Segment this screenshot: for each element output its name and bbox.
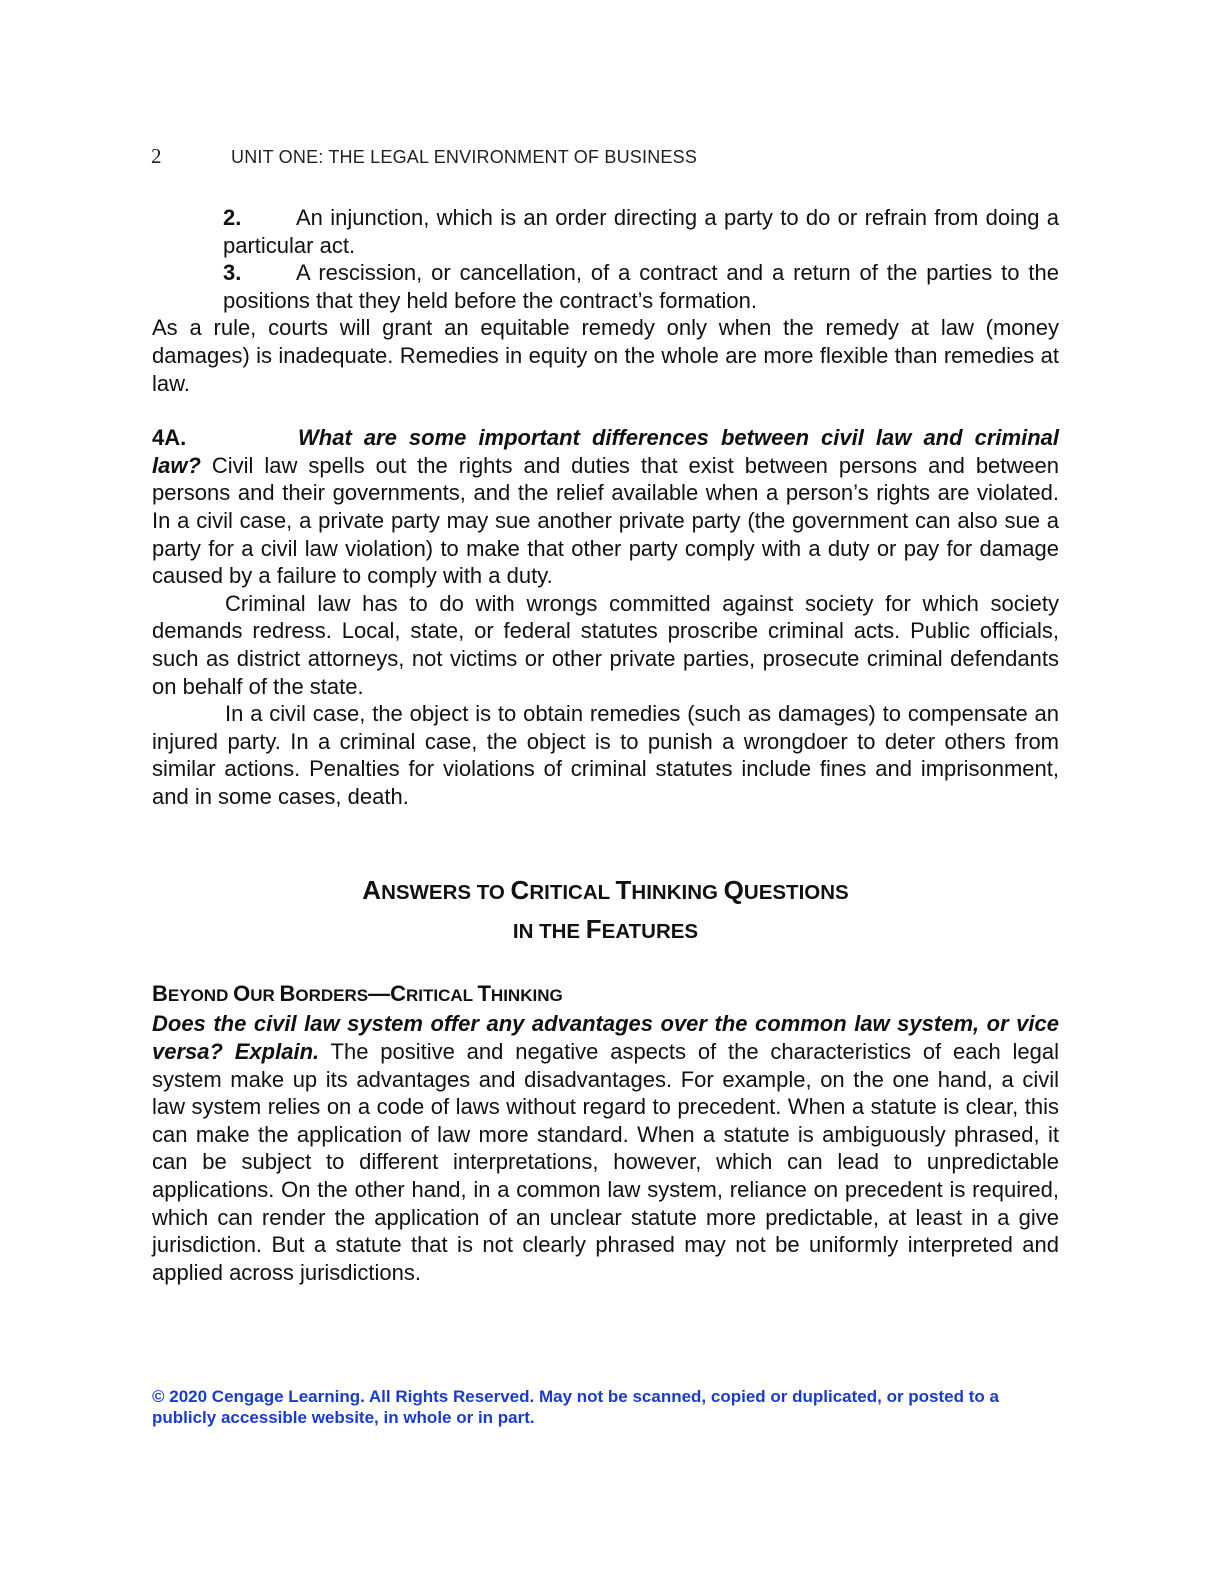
section-heading-line-1: ANSWERS TO CRITICAL THINKING QUESTIONS <box>362 875 849 906</box>
list-item-number: 2. <box>223 205 242 230</box>
paragraph-equitable-remedy: As a rule, courts will grant an equitable remedy only when the remedy at law (money damages) is inadequate. Remedies in equity on the whole are more flexible than remedies at law. <box>152 315 1059 396</box>
section-heading <box>152 872 1059 950</box>
list-item-number: 3. <box>223 260 242 286</box>
list-item-text: A rescission, or cancellation, of a contract and a return of the parties to the positions that they held before the contract’s formation. <box>223 260 1059 313</box>
list-item-text: An injunction, which is an order directing a party to do or refrain from doing a particular act. <box>223 205 1059 258</box>
running-title: UNIT ONE: THE LEGAL ENVIRONMENT OF BUSINESS <box>231 147 698 167</box>
document-body <box>152 204 1059 1286</box>
page-header <box>151 144 1071 174</box>
list-item <box>152 204 1059 259</box>
civil-vs-criminal-paragraph: In a civil case, the object is to obtain remedies (such as damages) to compensate an injured party. In a criminal case, the object is to punish a wrongdoer to deter others from similar actions. Penalties for violations of criminal statutes include fines and imprisonment, and in some cases, death. <box>152 701 1059 809</box>
beyond-borders-paragraph <box>152 1010 1059 1286</box>
copyright-footer: © 2020 Cengage Learning. All Rights Reserved. May not be scanned, copied or duplicated, or posted to a publicly accessible website, in whole or in part. <box>152 1387 999 1427</box>
question-label: 4A. <box>152 425 187 451</box>
list-item <box>152 259 1059 314</box>
subsection-heading: BEYOND OUR BORDERS—CRITICAL THINKING <box>152 981 563 1007</box>
critical-thinking-answer: The positive and negative aspects of the characteristics of each legal system make up its advantages and disadvantages. For example, on the one hand, a civil law system relies on a code of laws without regard to precedent. When a statute is clear, this can make the application of law more standard. When a statute is ambiguously phrased, it can be subject to different interpretations, however, which can lead to unpredictable applications. On the other hand, in a common law system, reliance on precedent is required, which can render the application of an unclear statute more predictable, at least in a give jurisdiction. But a statute that is not clearly phrased may not be uniformly interpreted and applied across jurisdictions. <box>152 1039 1059 1285</box>
question-4a-paragraph <box>152 424 1059 590</box>
question-text: What are some important differences between civil law and criminal law? <box>152 425 1059 478</box>
critical-thinking-question: Does the civil law system offer any advantages over the common law system, or vice versa? Explain. <box>152 1011 1059 1065</box>
section-heading-line-2: IN THE FEATURES <box>512 914 699 945</box>
page-number: 2 <box>151 144 162 168</box>
criminal-law-paragraph: Criminal law has to do with wrongs committed against society for which society demands redress. Local, state, or federal statutes proscribe criminal acts. Public officials, such as district attorneys, not victims or other private parties, prosecute criminal defendants on behalf of the state. <box>152 590 1059 699</box>
answer-text: Civil law spells out the rights and duties that exist between persons and between persons and their governments, and the relief available when a person’s rights are violated. In a civil case, a private party may sue another private party (the government can also sue a party for a civil law violation) to make that other party comply with a duty or pay for damage caused by a failure to comply with a duty. <box>152 452 1059 589</box>
